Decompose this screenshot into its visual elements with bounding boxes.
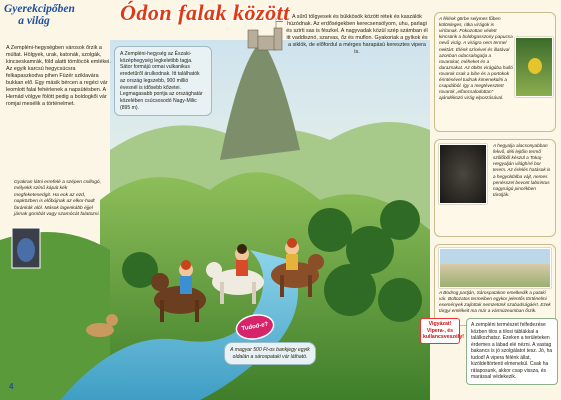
page-title: Ódon falak között xyxy=(120,0,290,25)
page-number: 4 xyxy=(9,382,14,391)
flower-text: A félénk görbe selymes fűben különleges, ritka virágok is virítanak. Fokozottan védett kincsünk a boldogasszony papucsa nevű virág. A virágra nem termel nektárt. Élénk színével és illatával azonban odacsalogatja a rovarokat, méheket és a darazsakat. Az öblös virágúba hulló rovarok csak a bibe és a portokok érintésével tudnak kimenekülni a csapdából. Így a megtévesztett rovarok „elfancsalodottan” ajándékozó virág elporzásával. xyxy=(439,16,513,101)
mountain-info-box: A Zempléni-hegység az Északi-középhegység legkeletibb tagja. Sátor formájú ormai vulkanikus eredetűről árulkodnak. Itt találhatók az ország legszebb, 900 millió évesnél is idősebb kőzetei. Legmagasabb pontja az országhatár közelében csúcsosodó Nagy-Milic (895 m). xyxy=(114,46,212,116)
beetle-caption: Gyakran látni errefelé a szépen csillogó, mélyekk színű kápát kék megfeketesedgit. Ha eok az ezd, napközben is előbújnak az elkor-hadt faránkák alól. Mások lagenkább éjjel járnak gombát vagy szamócát falatozni. xyxy=(14,180,101,217)
intro-paragraph: A Zempléni-hegységben városok őrzik a múltat. Hölgyek, urak, katonák, szolgák, kincseskamrák, föld alatti tömlöcök emlékei. Az egyik karcsú hegycsúcsra felkapaszkodva pihen Füzér sziklavára bukkan elő. Egy másik bércen a regéci vár leomlott falai fehérlenek a napsütésben. A Hernád völgye fölött pedig a boldogkői vár romjai mesélik a történelmet. xyxy=(6,45,111,108)
flower-info-box xyxy=(434,12,556,132)
cellar-photo xyxy=(439,144,487,204)
nature-rules-box: A zempléni természet felfedezése közben tilos a tilosi táblákkal a találkozhatsz. Ezeken a területeken érdemes a lábad elé nézni. A vastag bakancs is jó szolgálatot tesz. Jó, ha tudod! A vipera félénk állat, kizöldeltörtenti elmenekül. Csak ha rátaposunk, akkor csap vissza, és marással védekezik. xyxy=(466,318,558,385)
did-you-know-badge: Tudod-e? xyxy=(235,313,274,341)
cellar-text: A hegyalja alacsonyabban fekvő, déli lejtőin termő szőlőből készül a Tokaj-Hegyalján világhíré bor terem. Az érlelés hatások is a hegyoldalba vájt, nemes penésszel bevont labirintus nagyságú pincékben tárolják. xyxy=(493,143,551,197)
castle-text: A Bodrog partján, Sárospatakon emelkedik a pataki vár. Boltozatos termeiben egykor jelentős történelmi események zajlottak nemzetünk szabadságáért. Ezek tárgyi emlékeit ma már a vármúzeumban őrzik. xyxy=(439,290,551,314)
sarospatak-castle-info-box xyxy=(434,244,556,326)
series-title: Gyerekcipőben a világ xyxy=(4,3,75,28)
viper-tick-warning: Vigyázat! Vipera-, és kullancsveszély! xyxy=(420,318,460,344)
banknote-fact-box: A magyar 500 Ft-os bankjegy egyik oldalán a sárospataki vár látható. xyxy=(224,342,316,365)
wine-cellar-info-box xyxy=(434,139,556,237)
flower-photo xyxy=(515,37,553,97)
castle-photo xyxy=(439,248,551,288)
wildlife-paragraph: A sűrű tölgyesek és bükkösök között rétek és kaszálók húzódnak. Az erdőségekben kerecsensólyom, uhu, parlagi és szirti sas is fészkel. A nagyvadak közül szép számban él itt vaddisznó, szarvas, őz és muflon. Gyakoriak a gyíkok és a siklók, de előfordul a mérges harapású keresztes vipera is. xyxy=(286,14,428,56)
